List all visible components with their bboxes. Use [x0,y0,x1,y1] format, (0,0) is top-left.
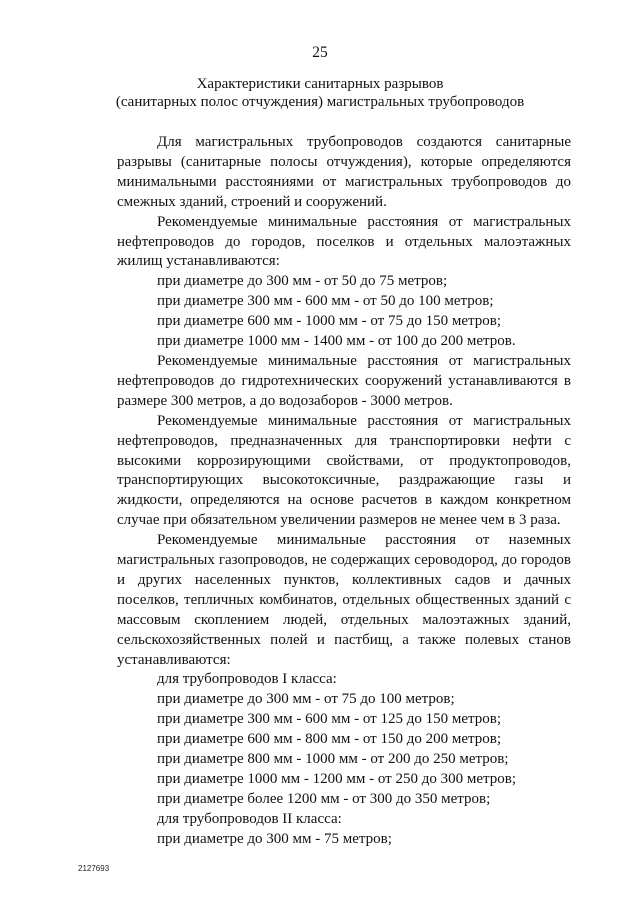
page-number: 25 [312,44,328,61]
list-item: при диаметре 600 мм - 800 мм - от 150 до 200 метров; [157,731,502,748]
list-heading: для трубопроводов II класса: [157,810,342,827]
oil-pipeline-distance-list [117,272,571,352]
paragraph-5: Рекомендуемые минимальные расстояния от наземных магистральных газопроводов, не содержащих сероводород, до городов и других населенных пунктов, коллективных садов и дачных поселков, тепличных комбинатов, отдельных общественных зданий с массовым скоплением людей, отдельных малоэтажных зданий, сельскохозяйственных полей и пастбищ, а также полевых станов устанавливаются: [117,532,571,668]
list-heading: для трубопроводов I класса: [157,671,337,688]
list-item: при диаметре до 300 мм - от 50 до 75 метров; [157,273,448,290]
paragraph-4: Рекомендуемые минимальные расстояния от магистральных нефтепроводов, предназначенных для транспортировки нефти с высокими коррозирующими свойствами, от продуктопроводов, транспортирующих высокотоксичные, раздражающие газы и жидкости, определяются на основе расчетов в каждом конкретном случае при обязательном увеличении размеров не менее чем в 3 раза. [117,412,571,529]
gas-pipeline-class-1-list [117,670,571,809]
document-title [0,75,640,111]
list-item: при диаметре 1000 мм - 1400 мм - от 100 до 200 метров. [157,333,516,350]
list-item: при диаметре 300 мм - 600 мм - от 50 до 100 метров; [157,293,494,310]
list-item: при диаметре 800 мм - 1000 мм - от 200 до 250 метров; [157,751,509,768]
paragraph-2: Рекомендуемые минимальные расстояния от магистральных нефтепроводов до городов, поселков и отдельных малоэтажных жилищ устанавливаются: [117,213,571,270]
document-code: 2127693 [78,864,110,873]
document-body [117,133,571,850]
list-item: при диаметре более 1200 мм - от 300 до 350 метров; [157,790,491,807]
title-line-2: (санитарных полос отчуждения) магистральных трубопроводов [115,94,525,110]
list-item: при диаметре до 300 мм - 75 метров; [157,830,392,847]
list-item: при диаметре до 300 мм - от 75 до 100 метров; [157,691,455,708]
list-item: при диаметре 600 мм - 1000 мм - от 75 до 150 метров; [157,313,502,330]
list-item: при диаметре 1000 мм - 1200 мм - от 250 до 300 метров; [157,771,517,787]
list-item: при диаметре 300 мм - 600 мм - от 125 до 150 метров; [157,711,502,728]
paragraph-3: Рекомендуемые минимальные расстояния от магистральных нефтепроводов до гидротехнических сооружений устанавливаются в размере 300 метров, а до водозаборов - 3000 метров. [117,352,571,409]
title-line-1: Характеристики санитарных разрывов [196,76,444,92]
gas-pipeline-class-2-list [117,810,571,850]
paragraph-1: Для магистральных трубопроводов создаются санитарные разрывы (санитарные полосы отчуждения), которые определяются минимальными расстояниями от магистральных трубопроводов до смежных зданий, строений и сооружений. [117,134,571,210]
